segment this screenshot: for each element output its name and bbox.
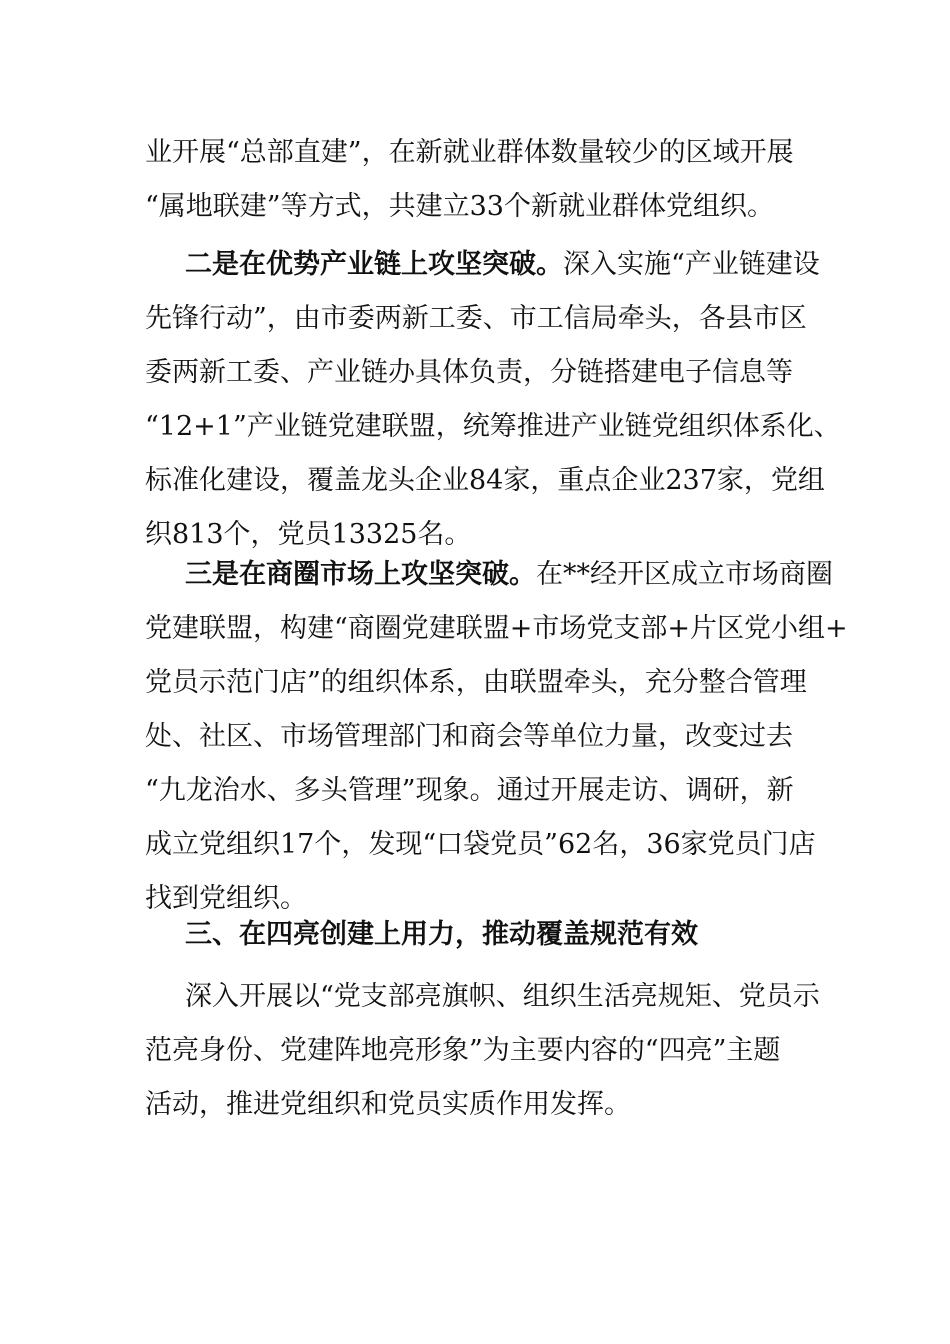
text-line: 标准化建设，覆盖龙头企业84家，重点企业237家，党组 (145, 465, 825, 496)
text-line (145, 238, 825, 292)
text-line: 党员示范门店”的组织体系，由联盟牵头，充分整合管理 (145, 667, 807, 698)
text-line: 范亮身份、党建阵地亮形象”为主要内容的“四亮”主题 (145, 1035, 781, 1066)
text-line: 业开展“总部直建”，在新就业群体数量较少的区域开展 (145, 137, 794, 168)
paragraph-industry-chain (145, 238, 841, 562)
text-line: 活动，推进党组织和党员实质作用发挥。 (145, 1089, 631, 1120)
paragraph-lead-heading: 三是在商圈市场上攻坚突破。 (185, 559, 536, 590)
text-line: 织813个，党员13325名。 (145, 519, 472, 550)
text-line: 委两新工委、产业链办具体负责，分链搭建电子信息等 (145, 357, 793, 388)
text-line: 党建联盟，构建“商圈党建联盟+市场党支部+片区党小组+ (145, 613, 848, 644)
text-line: 成立党组织17个，发现“口袋党员”62名，36家党员门店 (145, 829, 816, 860)
paragraph-continuation (145, 126, 825, 234)
text-line: “12+1”产业链党建联盟，统筹推进产业链党组织体系化、 (145, 411, 841, 442)
text-line-rest: 在**经开区成立市场商圈 (536, 559, 833, 590)
text-line: “九龙治水、多头管理”现象。通过开展走访、调研，新 (145, 775, 794, 806)
paragraph-four-bright (145, 970, 825, 1132)
text-line-rest: 深入实施“产业链建设 (563, 249, 820, 280)
text-line: “属地联建”等方式，共建立33个新就业群体党组织。 (145, 191, 774, 222)
text-line: 深入开展以“党支部亮旗帜、组织生活亮规矩、党员示 (185, 981, 820, 1012)
text-line: 处、社区、市场管理部门和商会等单位力量，改变过去 (145, 721, 793, 752)
section-heading: 三、在四亮创建上用力，推动覆盖规范有效 (185, 919, 698, 950)
paragraph-business-district (145, 548, 848, 926)
text-line: 先锋行动”，由市委两新工委、市工信局牵头，各县市区 (145, 303, 807, 334)
section-heading-block (145, 908, 825, 962)
paragraph-lead-heading: 二是在优势产业链上攻坚突破。 (185, 249, 563, 280)
text-line (145, 548, 833, 602)
text-line: 找到党组织。 (145, 883, 307, 914)
